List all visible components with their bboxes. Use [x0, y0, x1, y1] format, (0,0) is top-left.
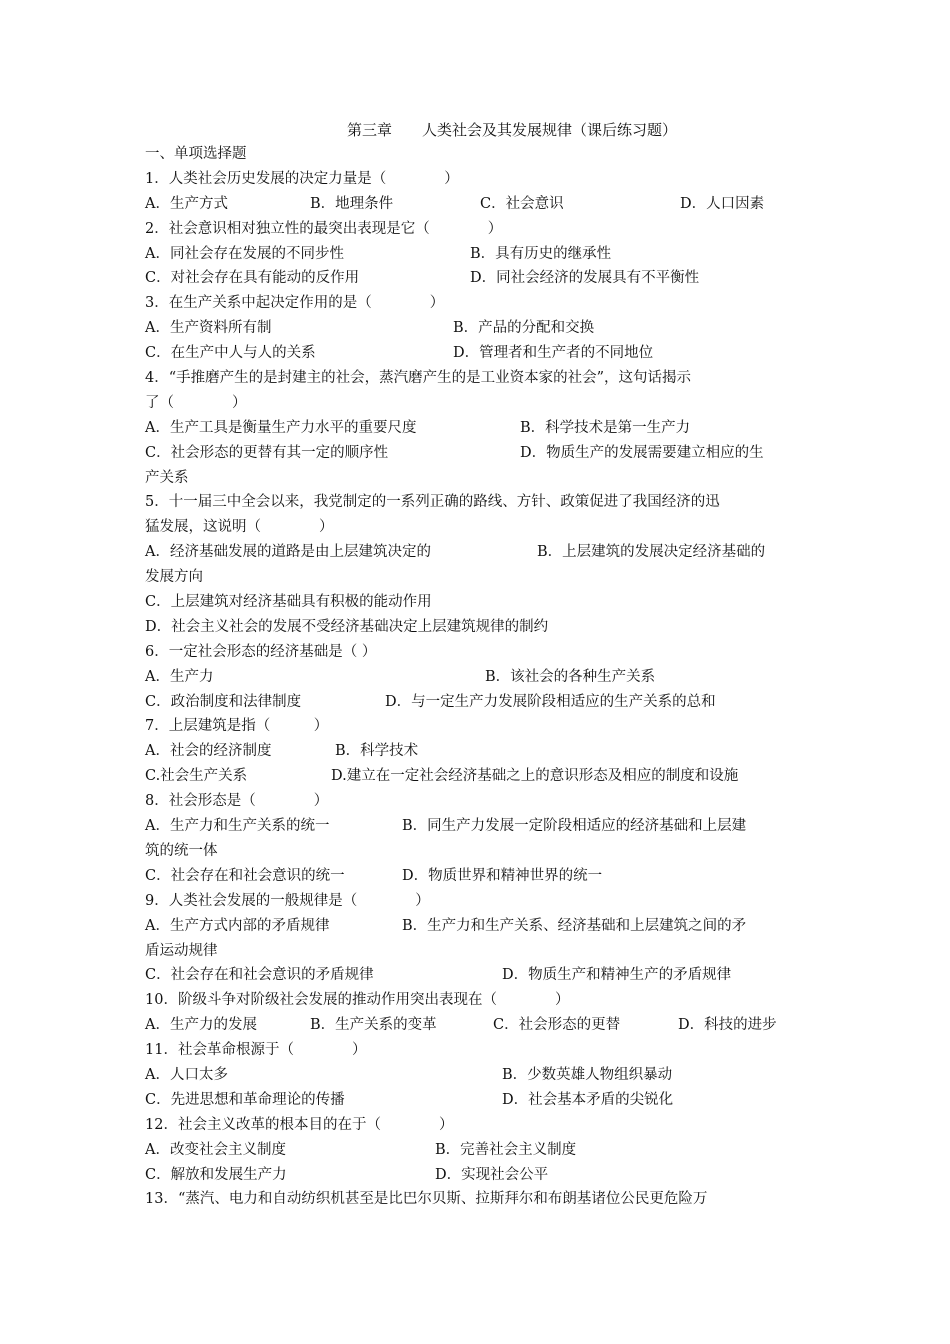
text-line — [145, 316, 825, 341]
line-text: A．生产力 — [145, 668, 214, 685]
line-text: 6．一定社会形态的经济基础是（ ） — [145, 643, 377, 660]
option-text: D.建立在一定社会经济基础之上的意识形态及相应的制度和设施 — [331, 768, 739, 785]
text-line — [145, 1113, 825, 1138]
text-line — [145, 441, 825, 466]
text-line — [145, 590, 825, 615]
line-text: A．生产力和生产关系的统一 — [145, 818, 330, 835]
line-text: C．政治制度和法律制度 — [145, 693, 302, 710]
line-text: C．对社会存在具有能动的反作用 — [145, 270, 360, 287]
line-text: 猛发展，这说明（ ） — [145, 519, 334, 536]
text-line — [145, 192, 825, 217]
text-line — [145, 565, 825, 590]
option-text: B．科学技术是第一生产力 — [520, 419, 691, 436]
line-text: 产关系 — [145, 469, 189, 486]
line-text: A．生产方式内部的矛盾规律 — [145, 917, 330, 934]
text-line — [145, 615, 825, 640]
line-text: 一、单项选择题 — [145, 146, 247, 162]
text-line — [145, 789, 825, 814]
line-text: A．人口太多 — [145, 1066, 228, 1083]
text-line — [145, 366, 825, 391]
line-text: 7．上层建筑是指（ ） — [145, 718, 329, 735]
text-line — [145, 1138, 825, 1163]
text-line — [145, 217, 825, 242]
text-line — [145, 291, 825, 316]
option-text: C．社会形态的更替 — [493, 1017, 621, 1034]
text-line — [145, 341, 825, 366]
line-text: 1．人类社会历史发展的决定力量是（ ） — [145, 170, 459, 187]
text-line — [145, 640, 825, 665]
text-line — [145, 1063, 825, 1088]
text-line — [145, 242, 825, 267]
line-text: 2．社会意识相对独立性的最突出表现是它（ ） — [145, 220, 503, 237]
line-text: A．社会的经济制度 — [145, 743, 272, 760]
text-line — [145, 963, 825, 988]
line-text: 10．阶级斗争对阶级社会发展的推动作用突出表现在（ ） — [145, 992, 570, 1009]
line-text: C．在生产中人与人的关系 — [145, 345, 316, 362]
option-text: B．地理条件 — [310, 195, 394, 212]
option-text: D．科技的进步 — [678, 1017, 777, 1034]
text-line — [145, 266, 825, 291]
text-line — [145, 1038, 825, 1063]
question-list — [145, 142, 825, 1212]
text-line — [145, 1187, 825, 1212]
option-text: B．少数英雄人物组织暴动 — [502, 1066, 673, 1083]
text-line — [145, 814, 825, 839]
text-line — [145, 391, 825, 416]
line-text: C．社会存在和社会意识的统一 — [145, 867, 345, 884]
line-text: A．生产工具是衡量生产力水平的重要尺度 — [145, 419, 417, 436]
line-text: 了（ ） — [145, 394, 247, 411]
text-line — [145, 665, 825, 690]
line-text: A．同社会存在发展的不同步性 — [145, 245, 344, 262]
option-text: C．社会意识 — [480, 195, 564, 212]
text-line — [145, 1013, 825, 1038]
text-line — [145, 939, 825, 964]
option-text: D．物质生产的发展需要建立相应的生 — [520, 444, 764, 461]
option-text: D．物质世界和精神世界的统一 — [402, 867, 603, 884]
text-line — [145, 416, 825, 441]
text-line — [145, 914, 825, 939]
option-text: B．具有历史的继承性 — [470, 245, 612, 262]
line-text: A．生产资料所有制 — [145, 320, 272, 337]
text-line — [145, 889, 825, 914]
text-line — [145, 466, 825, 491]
line-text: 筑的统一体 — [145, 842, 218, 859]
line-text: C．社会形态的更替有其一定的顺序性 — [145, 444, 389, 461]
line-text: 5．十一届三中全会以来，我党制定的一系列正确的路线、方针、政策促进了我国经济的迅 — [145, 494, 720, 511]
line-text: C．解放和发展生产力 — [145, 1166, 287, 1183]
text-line — [145, 864, 825, 889]
line-text: A．经济基础发展的道路是由上层建筑决定的 — [145, 544, 431, 561]
line-text: A．生产力的发展 — [145, 1017, 257, 1034]
line-text: 4．“手推磨产生的是封建主的社会，蒸汽磨产生的是工业资本家的社会”，这句话揭示 — [145, 370, 692, 387]
line-text: C．社会存在和社会意识的矛盾规律 — [145, 967, 374, 984]
line-text: D．社会主义社会的发展不受经济基础决定上层建筑规律的制约 — [145, 618, 549, 635]
option-text: D．物质生产和精神生产的矛盾规律 — [502, 967, 732, 984]
line-text: 盾运动规律 — [145, 942, 218, 959]
line-text: 11．社会革命根源于（ ） — [145, 1042, 367, 1059]
text-line — [145, 490, 825, 515]
text-line — [145, 1163, 825, 1188]
option-text: D．与一定生产力发展阶段相适应的生产关系的总和 — [385, 693, 716, 710]
text-line — [145, 839, 825, 864]
line-text: 8．社会形态是（ ） — [145, 793, 329, 810]
text-line — [145, 988, 825, 1013]
text-line — [145, 515, 825, 540]
text-line — [145, 167, 825, 192]
line-text: C．先进思想和革命理论的传播 — [145, 1091, 345, 1108]
option-text: D．社会基本矛盾的尖锐化 — [502, 1091, 674, 1108]
option-text: D．管理者和生产者的不同地位 — [453, 345, 654, 362]
text-line — [145, 690, 825, 715]
option-text: B．生产关系的变革 — [310, 1017, 437, 1034]
line-text: 发展方向 — [145, 569, 203, 586]
option-text: B．完善社会主义制度 — [435, 1141, 577, 1158]
option-text: B．产品的分配和交换 — [453, 320, 595, 337]
option-text: B．科学技术 — [335, 743, 419, 760]
line-text: 9．人类社会发展的一般规律是（ ） — [145, 892, 430, 909]
option-text: B．同生产力发展一定阶段相适应的经济基础和上层建 — [402, 818, 747, 835]
text-line — [145, 1088, 825, 1113]
line-text: 3．在生产关系中起决定作用的是（ ） — [145, 295, 445, 312]
option-text: D．人口因素 — [680, 195, 765, 212]
line-text: A．生产方式 — [145, 195, 228, 212]
option-text: D．同社会经济的发展具有不平衡性 — [470, 270, 700, 287]
line-text: C.社会生产关系 — [145, 768, 248, 785]
line-text: 12．社会主义改革的根本目的在于（ ） — [145, 1116, 454, 1133]
text-line — [145, 714, 825, 739]
line-text: C．上层建筑对经济基础具有积极的能动作用 — [145, 594, 432, 611]
text-line — [145, 142, 825, 167]
option-text: B．上层建筑的发展决定经济基础的 — [537, 544, 766, 561]
document-page — [145, 118, 825, 1212]
text-line — [145, 764, 825, 789]
option-text: B．该社会的各种生产关系 — [485, 668, 656, 685]
page-title: 第三章 人类社会及其发展规律（课后练习题） — [346, 121, 677, 139]
line-text: A．改变社会主义制度 — [145, 1141, 286, 1158]
text-line — [145, 540, 825, 565]
text-line — [145, 739, 825, 764]
option-text: D．实现社会公平 — [435, 1166, 549, 1183]
option-text: B．生产力和生产关系、经济基础和上层建筑之间的矛 — [402, 917, 747, 934]
line-text: 13．“蒸汽、电力和自动纺织机甚至是比巴尔贝斯、拉斯拜尔和布朗基诸位公民更危险万 — [145, 1191, 708, 1208]
